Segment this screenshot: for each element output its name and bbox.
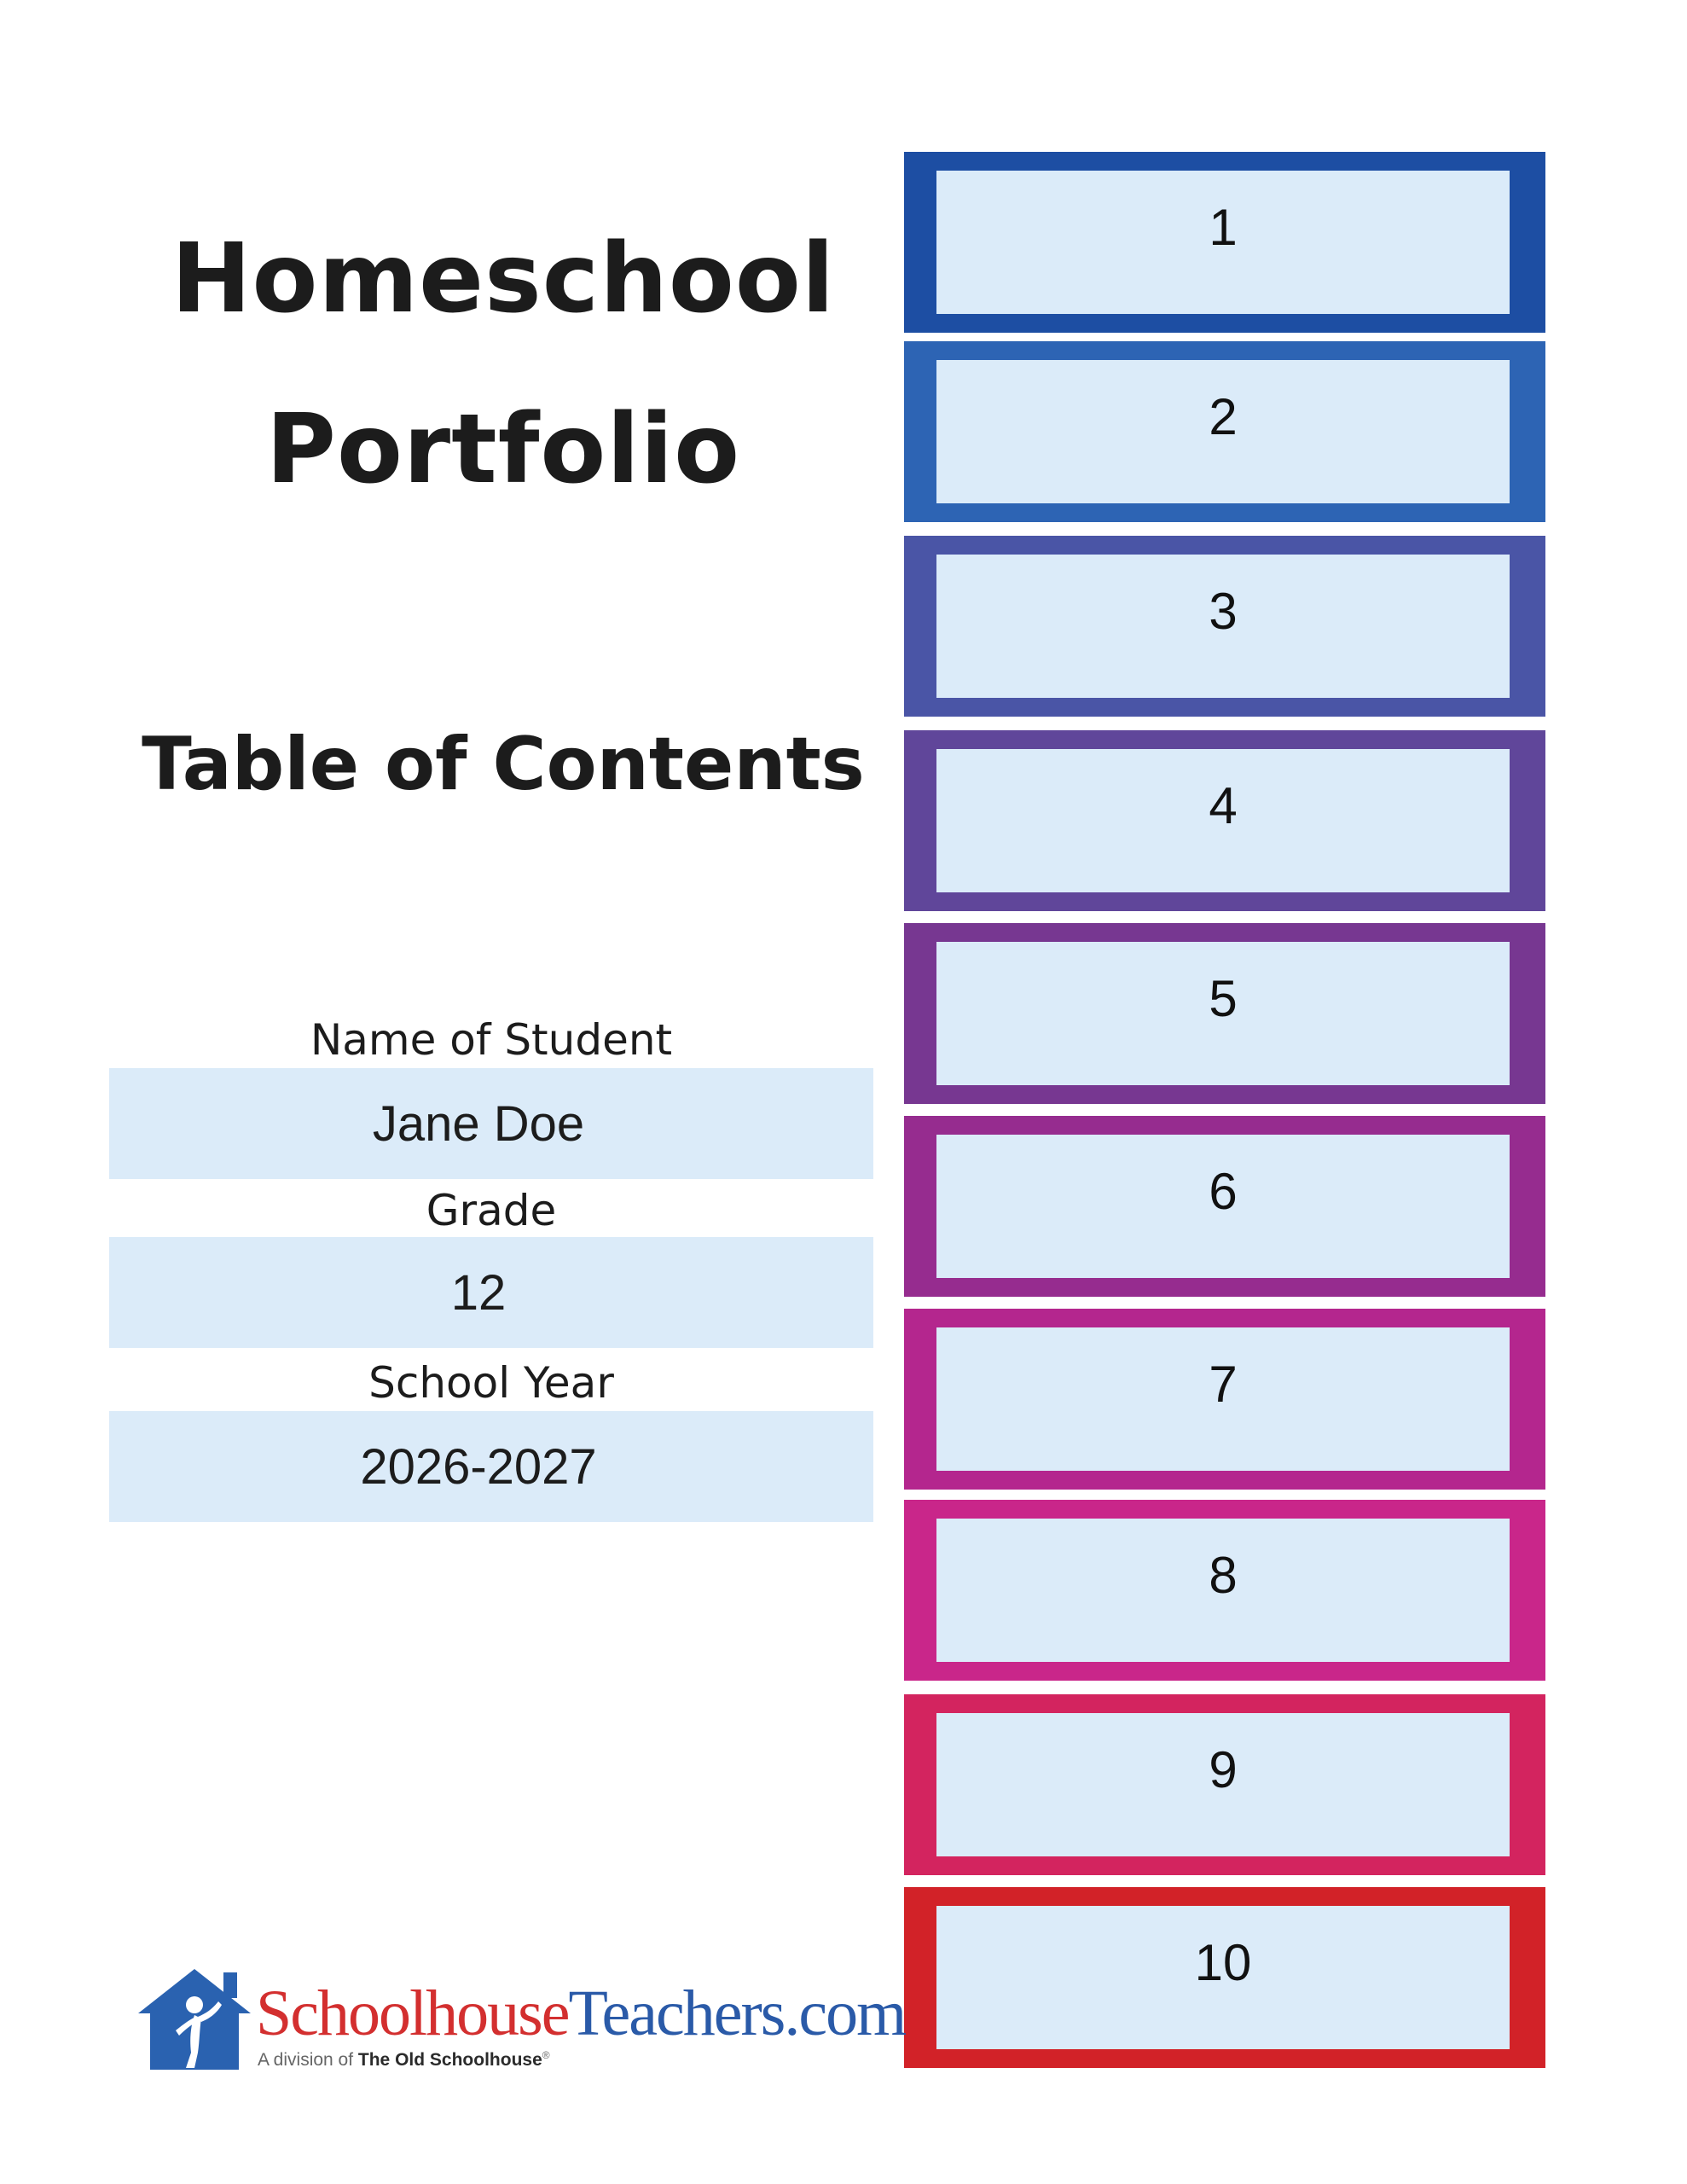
logo-brand-text [256,1978,906,2049]
title-homeschool: Homeschool [171,224,836,334]
grade-value: 12 [450,1264,507,1321]
house-icon [135,1964,254,2071]
logo-tagline-mark: ® [542,2049,550,2061]
school-year-field[interactable] [109,1411,873,1522]
school-year-value: 2026-2027 [360,1438,597,1495]
section-tab-label: 1 [1209,198,1238,256]
table-of-contents-heading: Table of Contents [142,722,865,807]
section-tab-7[interactable] [904,1309,1545,1490]
student-name-field[interactable] [109,1068,873,1179]
section-tab-label: 4 [1209,776,1238,834]
section-tab-8[interactable] [904,1500,1545,1681]
section-tab-label: 2 [1209,387,1238,445]
student-name-value: Jane Doe [372,1095,585,1152]
section-tab-label: 3 [1209,582,1238,640]
section-tab-6[interactable] [904,1116,1545,1297]
logo-brand-part2: Teachers.com [568,1978,906,2049]
section-tab-label: 6 [1209,1162,1238,1220]
section-tab-5[interactable] [904,923,1545,1104]
title-portfolio: Portfolio [265,394,741,505]
school-year-label: School Year [368,1358,614,1408]
section-tab-2[interactable] [904,341,1545,522]
section-tab-3[interactable] [904,536,1545,717]
section-tab-label: 5 [1209,969,1238,1027]
schoolhouseteachers-logo[interactable] [135,1964,906,2075]
student-name-label: Name of Student [310,1015,673,1065]
grade-label: Grade [426,1186,557,1235]
logo-tagline [258,2049,550,2071]
logo-tagline-company: The Old Schoolhouse [357,2050,542,2070]
section-tab-9[interactable] [904,1694,1545,1875]
section-tab-label: 7 [1209,1355,1238,1413]
logo-tagline-prefix: A division of [258,2050,358,2070]
section-tab-label: 8 [1209,1546,1238,1604]
section-tab-4[interactable] [904,730,1545,911]
section-tab-label: 10 [1194,1933,1252,1991]
grade-field[interactable] [109,1237,873,1348]
section-tab-1[interactable] [904,152,1545,333]
logo-brand-part1: Schoolhouse [256,1978,569,2049]
section-tab-10[interactable] [904,1887,1545,2068]
section-tab-label: 9 [1209,1740,1238,1798]
